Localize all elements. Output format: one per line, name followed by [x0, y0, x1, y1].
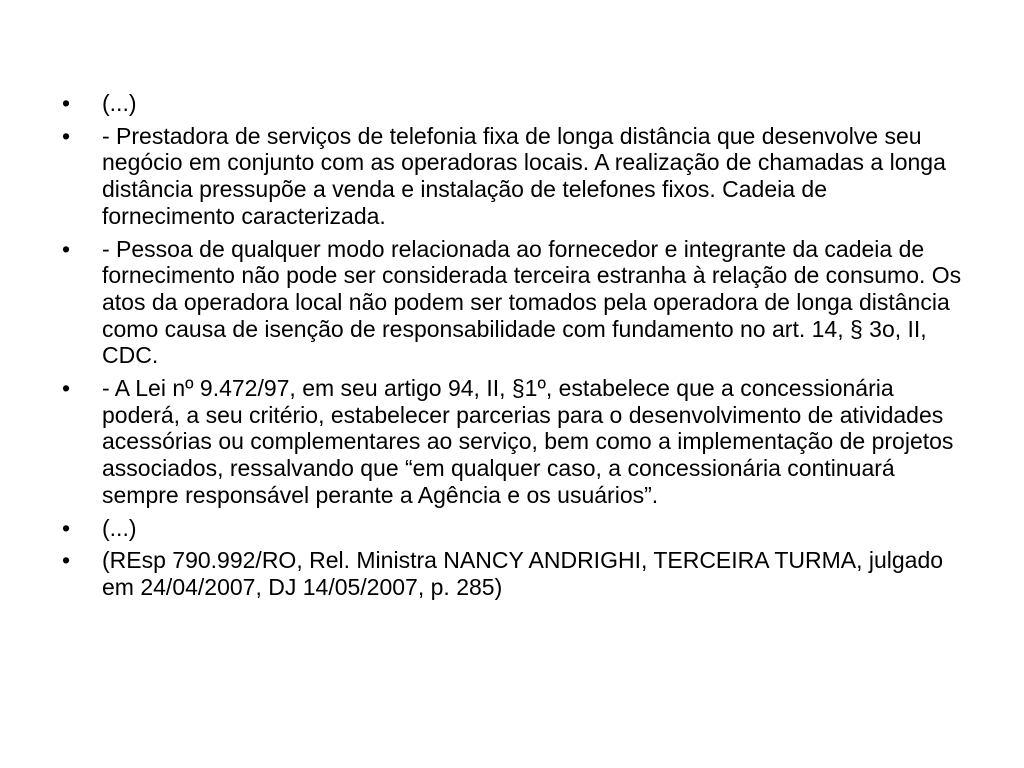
bullet-text: - Prestadora de serviços de telefonia fixa de longa distância que desenvolve seu negócio em conjunto com as operadoras locais. A realização de chamadas a longa distância pressupõe a venda e instalação de telefones fixos. Cadeia de fornecimento caracterizada. [102, 122, 946, 229]
bullet-text: (...) [102, 514, 137, 541]
bullet-item [62, 90, 962, 117]
bullet-item [62, 123, 962, 230]
bullet-text: (REsp 790.992/RO, Rel. Ministra NANCY ANDRIGHI, TERCEIRA TURMA, julgado em 24/04/2007, DJ 14/05/2007, p. 285) [102, 547, 944, 600]
bullet-item [62, 547, 962, 600]
bullet-marker: • [62, 547, 71, 574]
bullet-text: (...) [102, 90, 137, 116]
bullet-marker: • [62, 90, 71, 116]
bullet-item [62, 515, 962, 542]
bullet-text: - Pessoa de qualquer modo relacionada ao fornecedor e integrante da cadeia de fornecimento não pode ser considerada terceira estranha à relação de consumo. Os atos da operadora local não podem ser tomados pela operadora de longa distância como causa de isenção de responsabilidade com fundamento no art. 14, § 3o, II, CDC. [102, 235, 962, 369]
bullet-item [62, 375, 962, 509]
bullet-list [62, 90, 962, 607]
bullet-marker: • [62, 235, 71, 262]
bullet-marker: • [62, 122, 71, 149]
bullet-marker: • [62, 514, 71, 541]
bullet-marker: • [62, 375, 71, 402]
bullet-item [62, 236, 962, 370]
bullet-text: - A Lei nº 9.472/97, em seu artigo 94, II, §1º, estabelece que a concessionária poderá, a seu critério, estabelecer parcerias para o desenvolvimento de atividades acessórias ou complementares ao serviço, bem como a implementação de projetos associados, ressalvando que “em qualquer caso, a concessionária continuará sempre responsável perante a Agência e os usuários”. [102, 375, 954, 508]
